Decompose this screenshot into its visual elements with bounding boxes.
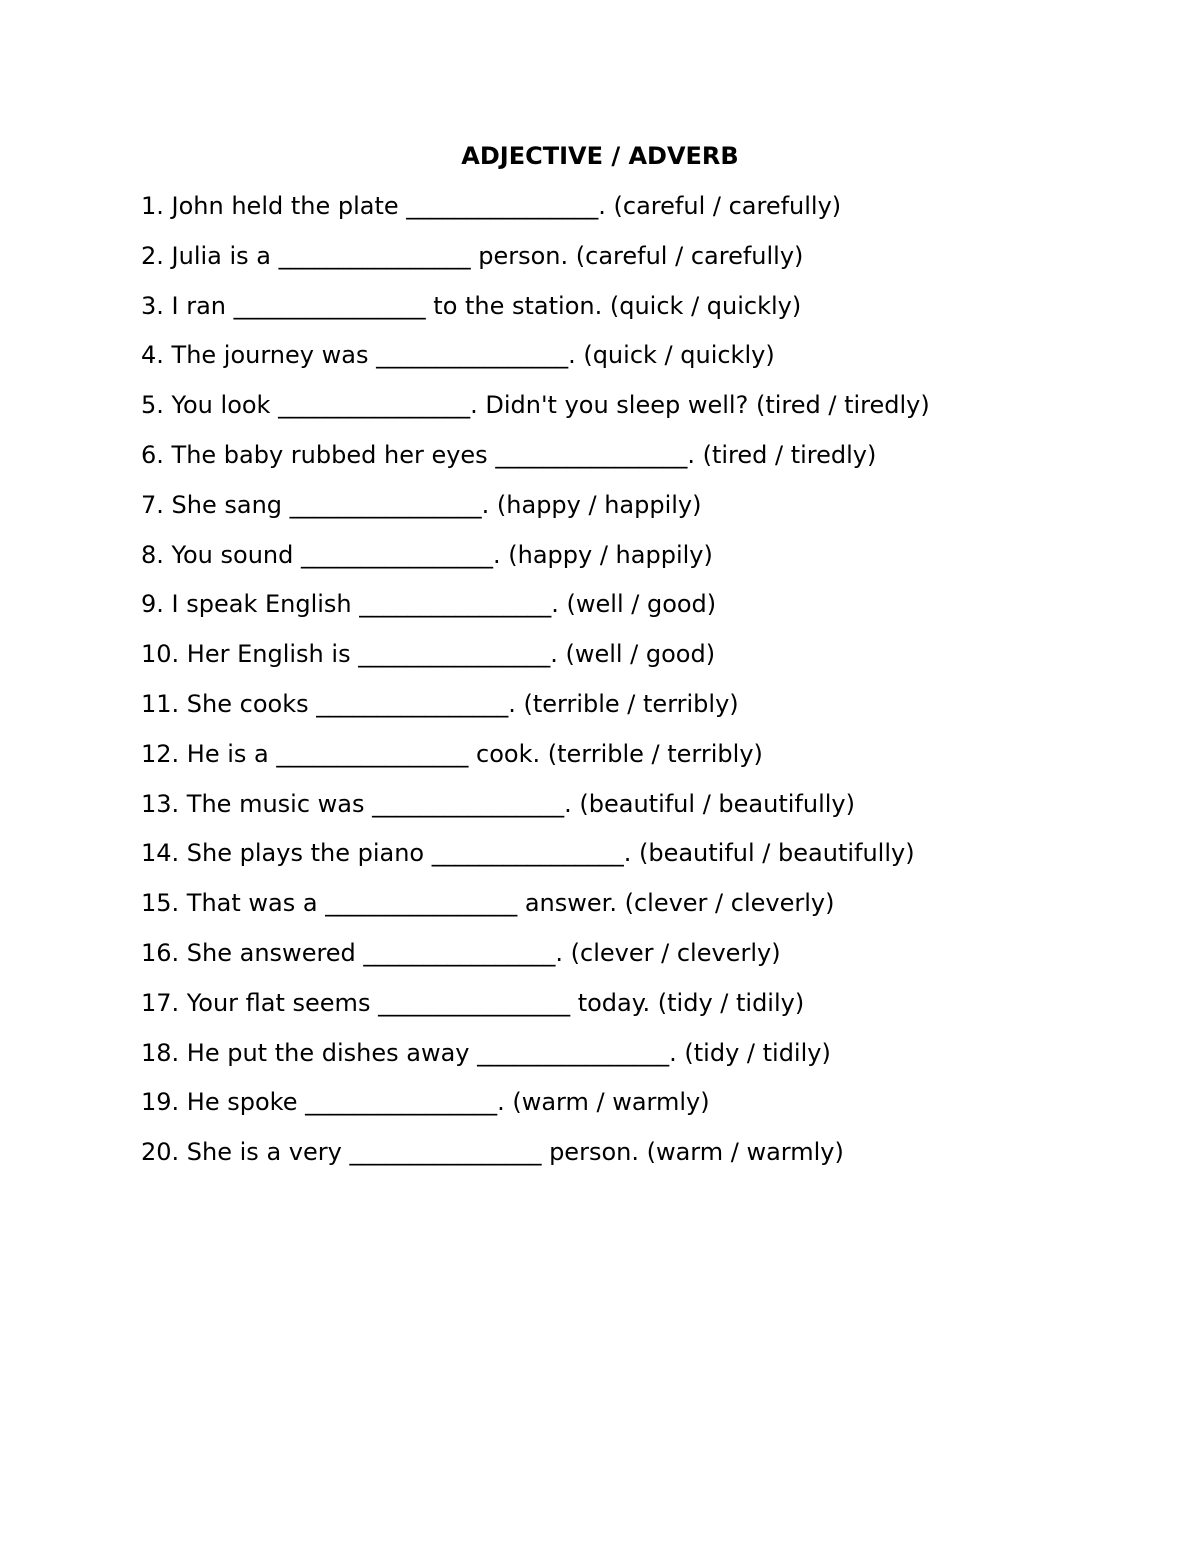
exercise-item: 5. You look ________________. Didn't you sleep well? (tired / tiredly) <box>141 391 930 420</box>
exercise-item: 2. Julia is a ________________ person. (careful / carefully) <box>141 241 804 270</box>
exercise-item: 6. The baby rubbed her eyes ________________. (tired / tiredly) <box>141 440 877 469</box>
exercise-list <box>141 189 930 1185</box>
exercise-item: 14. She plays the piano ________________. (beautiful / beautifully) <box>141 839 915 868</box>
worksheet-title: ADJECTIVE / ADVERB <box>461 142 739 170</box>
exercise-item: 8. You sound ________________. (happy / happily) <box>141 540 713 569</box>
exercise-item: 13. The music was ________________. (beautiful / beautifully) <box>141 789 855 818</box>
exercise-item: 7. She sang ________________. (happy / happily) <box>141 490 702 519</box>
exercise-item: 4. The journey was ________________. (quick / quickly) <box>141 341 775 370</box>
exercise-item: 15. That was a ________________ answer. (clever / cleverly) <box>141 889 835 918</box>
exercise-item: 1. John held the plate ________________. (careful / carefully) <box>141 192 842 220</box>
exercise-item: 11. She cooks ________________. (terrible / terribly) <box>141 689 739 718</box>
exercise-item: 16. She answered ________________. (clever / cleverly) <box>141 938 781 967</box>
exercise-item: 3. I ran ________________ to the station. (quick / quickly) <box>141 291 802 320</box>
exercise-item: 10. Her English is ________________. (well / good) <box>141 640 716 669</box>
exercise-item: 20. She is a very ________________ person. (warm / warmly) <box>141 1138 844 1167</box>
exercise-item: 12. He is a ________________ cook. (terrible / terribly) <box>141 739 763 768</box>
exercise-item: 9. I speak English ________________. (well / good) <box>141 590 717 619</box>
exercise-item: 17. Your flat seems ________________ today. (tidy / tidily) <box>141 988 805 1017</box>
exercise-item: 19. He spoke ________________. (warm / warmly) <box>141 1088 710 1117</box>
exercise-item: 18. He put the dishes away ________________. (tidy / tidily) <box>141 1038 831 1067</box>
